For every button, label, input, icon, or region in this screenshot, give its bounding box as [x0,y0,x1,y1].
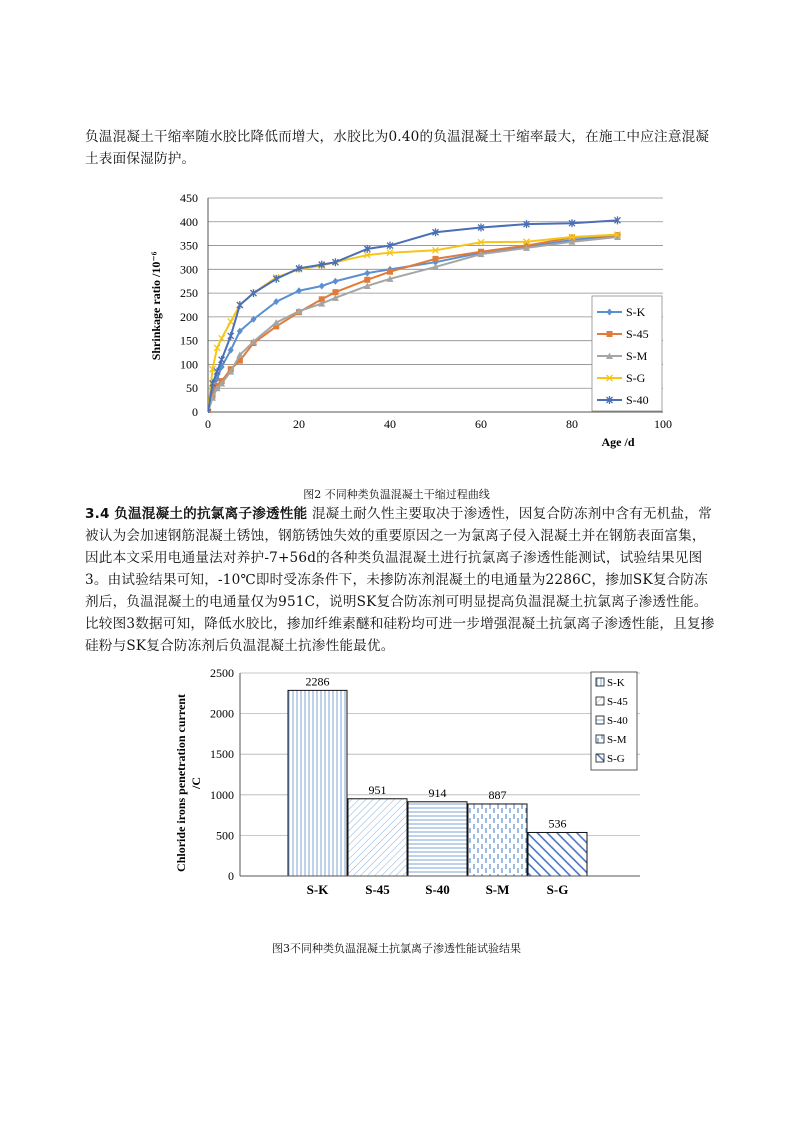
series-line-s-m [208,237,618,412]
data-point-s-45 [332,289,338,295]
legend-label: S-K [626,305,646,319]
y-axis-label: Shrinkage ratio /10⁻⁶ [149,251,163,361]
y-tick-label: 450 [180,191,198,205]
y-axis-label-line1: Chloride irons penetration current [174,694,188,872]
data-label: 2286 [305,674,330,689]
data-point-s-40 [228,332,234,340]
y-tick-label: 50 [186,381,198,396]
y-tick-label: 2500 [210,666,234,680]
data-label: 951 [368,782,387,797]
y-axis-label-line2: /C [189,777,203,789]
legend-label: S-M [607,734,627,746]
category-label: S-G [546,882,569,897]
data-point-s-45 [433,256,439,262]
section-paragraph [85,503,715,657]
y-tick-label: 0 [228,869,234,883]
category-label: S-40 [425,882,450,897]
data-label: 536 [548,816,567,831]
section-number: 3.4 [85,506,110,522]
data-label: 914 [428,785,447,800]
category-label: S-K [306,882,329,897]
y-tick-label: 350 [180,238,198,253]
y-tick-label: 400 [180,214,198,229]
shrinkage-chart [0,188,793,488]
data-point-s-40 [219,356,225,364]
legend-label: S-K [607,677,625,689]
chloride-bar-chart [0,663,793,903]
legend-label: S-G [626,371,646,385]
y-tick-label: 1000 [210,787,234,802]
y-tick-label: 200 [180,309,198,324]
section-title: 负温混凝土的抗氯离子渗透性能 [114,506,308,522]
legend-swatch [596,678,604,686]
data-point-s-40 [237,301,243,309]
legend [592,296,662,411]
x-axis-label: Age /d [601,435,635,449]
legend-label: S-45 [626,327,649,341]
data-point-s-45 [387,269,393,275]
legend-label: S-40 [607,715,628,727]
legend-label: S-45 [607,696,628,708]
y-tick-label: 250 [180,286,198,301]
series-line-s-40 [208,220,618,412]
y-tick-label: 0 [192,405,198,419]
legend-swatch [596,716,604,724]
bar-s-g [528,832,587,876]
bar-s-m [468,804,527,876]
data-point-s-k [364,270,370,277]
data-point-s-45 [364,277,370,283]
legend-label: S-G [607,753,625,765]
figure2-caption: 图2 不同种类负温混凝土干缩过程曲线 [303,488,490,501]
category-label: S-M [485,882,510,897]
bar-s-k [288,690,347,876]
y-tick-label: 500 [216,828,234,843]
data-point-s-k [332,278,338,285]
x-tick-label: 100 [654,417,672,431]
x-tick-label: 0 [205,417,211,431]
category-label: S-45 [365,882,390,897]
x-tick-label: 80 [566,417,578,431]
legend-label: S-40 [626,393,649,407]
legend-marker [607,331,613,337]
section-body: 混凝土耐久性主要取决于渗透性，因复合防冻剂中含有无机盐，常被认为会加速钢筋混凝土锈蚀，钢筋锈蚀失效的重要原因之一为氯离子侵入混凝土并在钢筋表面富集，因此本文采用电通量法对养护-7+56d的各种类负温混凝土进行抗氯离子渗透性能测试，试验结果见图3。由试验结果可知，-10℃即时受冻条件下，未掺防冻剂混凝土的电通量为2286C，掺加SK复合防冻剂后，负温混凝土的电通量仅为951C，说明SK复合防冻剂可明显提高负温混凝土抗氯离子渗透性能。比较图3数据可知，降低水胶比，掺加纤维素醚和硅粉均可进一步增强混凝土抗氯离子渗透性能，且复掺硅粉与SK复合防冻剂后负温混凝土抗渗性能最优。 [85,506,715,654]
y-tick-label: 2000 [210,706,234,721]
figure3-caption: 图3不同种类负温混凝土抗氯离子渗透性能试验结果 [272,942,521,955]
y-tick-label: 1500 [210,747,234,762]
y-tick-label: 300 [180,262,198,277]
bar-s-40 [408,802,467,876]
bar-s-45 [348,799,407,876]
y-tick-label: 150 [180,333,198,348]
legend-label: S-M [626,349,648,363]
y-tick-label: 100 [180,357,198,372]
legend [591,672,637,770]
series-line-s-45 [208,235,618,412]
legend-swatch [596,754,604,762]
legend-swatch [596,735,604,743]
data-point-s-k [319,282,325,289]
x-tick-label: 40 [384,417,396,431]
series-line-s-k [208,236,618,412]
series-line-s-g [208,235,618,412]
data-point-s-g [228,319,234,325]
x-tick-label: 20 [293,417,305,431]
intro-paragraph: 负温混凝土干缩率随水胶比降低而增大，水胶比为0.40的负温混凝土干缩率最大，在施工中应注意混凝土表面保湿防护。 [85,129,710,167]
x-tick-label: 60 [475,417,487,431]
data-label: 887 [488,787,507,802]
legend-swatch [596,697,604,705]
